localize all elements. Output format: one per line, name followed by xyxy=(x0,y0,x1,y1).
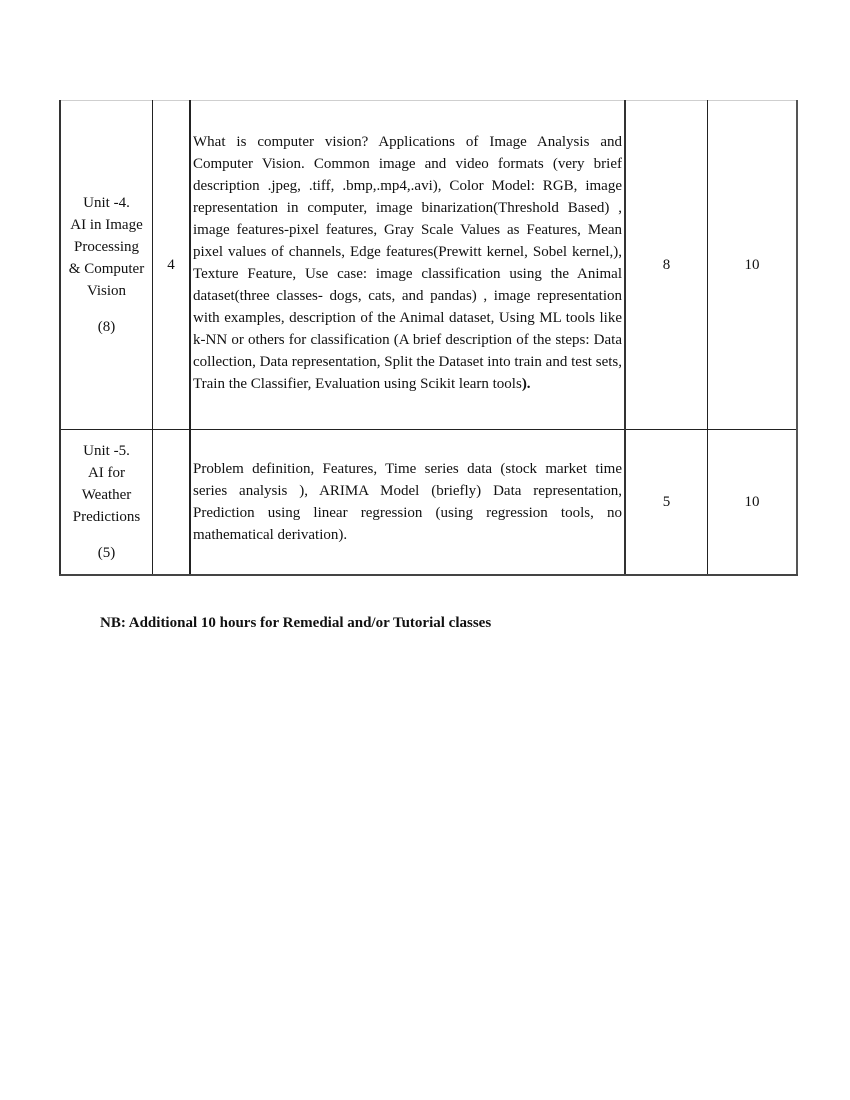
unit-title-line: Processing xyxy=(74,239,139,255)
content-body: What is computer vision? Applications of Image Analysis and Computer Vision. Common image and video formats (very brief description .jpeg, .tiff, .bmp,.mp4,.avi), Color Model: RGB, image representation in computer, image binarization(Threshold Based) , image features-pixel features, Gray Scale Values as Features, Mean pixel values of channels, Edge features(Prewitt kernel, Sobel kernel,), Texture Feature, Use case: image classification using the Animal dataset(three classes- dogs, cats, and pandas) , image representation with examples, description of the Animal dataset, Using ML tools like k-NN or others for classification (A brief description of the steps: Data collection, Data representation, Split the Dataset into train and test sets, Train the Classifier, Evaluation using Scikit learn tools xyxy=(193,134,622,392)
table-row xyxy=(60,430,797,575)
unit-title-line: Vision xyxy=(86,283,127,299)
unit-title-line: Weather xyxy=(81,486,132,503)
value-cell-a: 5 xyxy=(625,430,708,575)
unit-hours: (5) xyxy=(97,544,116,561)
syllabus-table xyxy=(59,100,798,576)
unit-title-line: & Computer xyxy=(68,261,145,277)
footnote: NB: Additional 10 hours for Remedial and/or Tutorial classes xyxy=(100,615,492,631)
unit-title-line: AI for xyxy=(87,464,126,481)
content-text xyxy=(193,131,622,395)
unit-cell xyxy=(60,430,153,575)
unit-number-cell xyxy=(153,430,191,575)
unit-cell xyxy=(60,101,153,430)
unit-label: Unit -4. xyxy=(83,195,130,211)
unit-title-line: Predictions xyxy=(72,508,141,525)
content-text xyxy=(193,458,622,546)
value-cell-b: 10 xyxy=(708,430,798,575)
content-body: Problem definition, Features, Time series data (stock market time series analysis ), ARIMA Model (briefly) Data representation, Prediction using linear regression (using regression tools, no mathematical derivation). xyxy=(193,460,622,543)
value-cell-b: 10 xyxy=(708,101,798,430)
content-cell xyxy=(190,430,625,575)
content-end: ). xyxy=(521,376,531,392)
unit-title-line: AI in Image xyxy=(70,217,143,233)
unit-heading xyxy=(61,440,152,564)
content-cell xyxy=(190,101,625,430)
unit-number-cell: 4 xyxy=(153,101,191,430)
unit-label: Unit -5. xyxy=(83,442,130,459)
unit-heading xyxy=(61,192,152,338)
unit-hours: (8) xyxy=(97,319,116,335)
value-cell-a: 8 xyxy=(625,101,708,430)
table-row xyxy=(60,101,797,430)
